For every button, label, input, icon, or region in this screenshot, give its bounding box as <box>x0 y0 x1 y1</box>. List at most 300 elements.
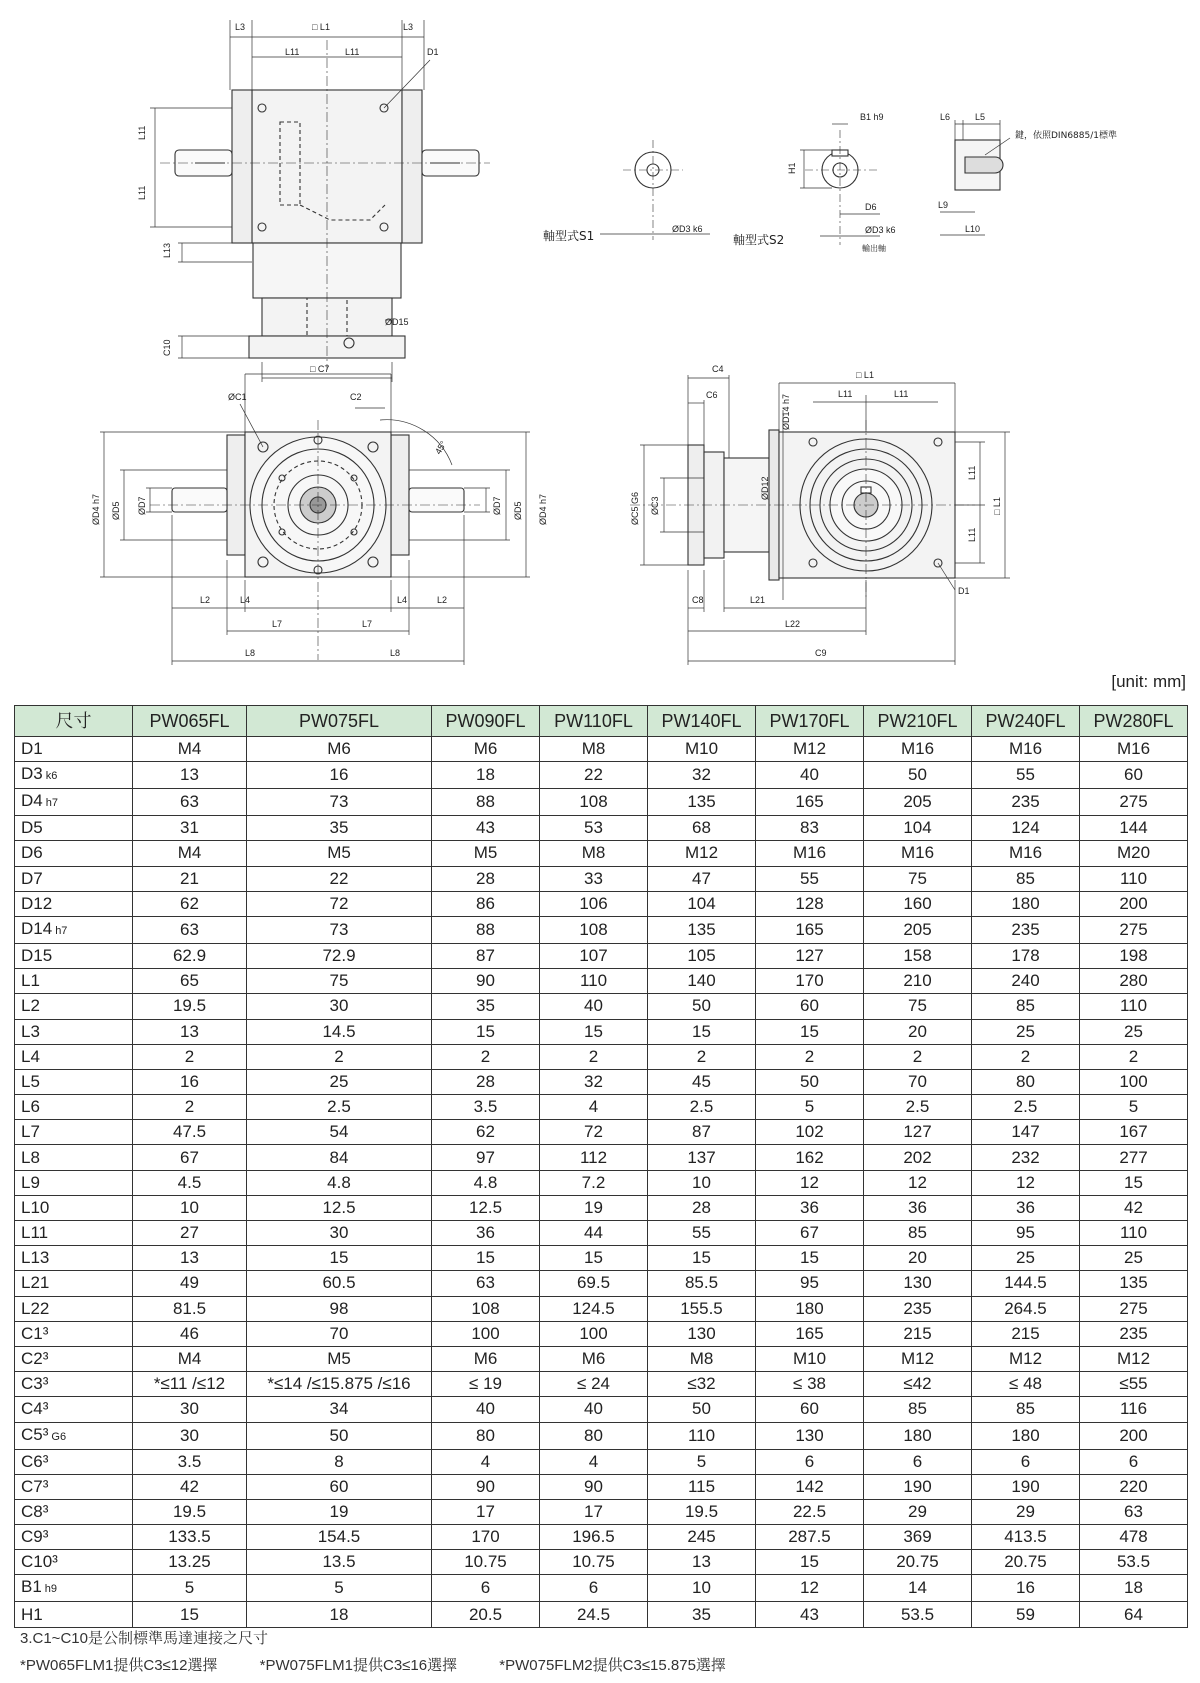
row-label-text: C7³ <box>21 1476 49 1496</box>
table-cell: 35 <box>648 1602 756 1627</box>
table-cell: 128 <box>756 891 864 916</box>
top-view <box>150 20 490 382</box>
table-cell: 15 <box>133 1602 247 1627</box>
dim-label: ØD5 <box>111 501 121 520</box>
table-cell: 165 <box>756 916 864 943</box>
table-cell: 85 <box>972 1397 1080 1422</box>
table-cell: 108 <box>432 1296 540 1321</box>
table-cell: 2 <box>133 1044 247 1069</box>
table-cell: M4 <box>133 841 247 866</box>
table-cell: 135 <box>648 789 756 816</box>
table-cell: 108 <box>540 789 648 816</box>
row-label-text: L5 <box>21 1071 40 1091</box>
dim-label: L11 <box>285 47 300 57</box>
table-row <box>15 866 1188 891</box>
dimension-table <box>14 705 1188 1628</box>
table-cell: 70 <box>864 1069 972 1094</box>
row-label <box>15 1321 133 1346</box>
unit-label: [unit: mm] <box>1111 672 1186 691</box>
table-cell: 65 <box>133 969 247 994</box>
table-cell: 85 <box>972 994 1080 1019</box>
dim-label: ØD3 k6 <box>865 225 896 235</box>
table-cell: 137 <box>648 1145 756 1170</box>
table-cell: 104 <box>864 816 972 841</box>
dim-label: L3 <box>235 22 246 32</box>
table-cell: 80 <box>540 1422 648 1449</box>
dim-label: D1 <box>427 47 439 57</box>
table-cell: 43 <box>756 1602 864 1627</box>
table-cell: 40 <box>432 1397 540 1422</box>
table-cell: 5 <box>247 1575 432 1602</box>
dim-label: L11 <box>967 465 977 480</box>
table-cell: 60.5 <box>247 1271 432 1296</box>
row-label <box>15 841 133 866</box>
table-cell: 81.5 <box>133 1296 247 1321</box>
table-cell: 87 <box>432 943 540 968</box>
table-cell: 235 <box>1080 1321 1188 1346</box>
table-cell: 88 <box>432 789 540 816</box>
table-cell: M16 <box>864 841 972 866</box>
table-cell: 25 <box>972 1246 1080 1271</box>
row-label <box>15 1044 133 1069</box>
dim-label: D6 <box>865 202 877 212</box>
row-label <box>15 943 133 968</box>
table-cell: 108 <box>540 916 648 943</box>
table-cell: 6 <box>864 1449 972 1474</box>
table-cell: 50 <box>247 1422 432 1449</box>
table-cell: 102 <box>756 1120 864 1145</box>
table-cell: 200 <box>1080 1422 1188 1449</box>
table-cell: 15 <box>540 1246 648 1271</box>
table-cell: 10 <box>648 1575 756 1602</box>
table-cell: M5 <box>432 841 540 866</box>
table-cell: 95 <box>972 1221 1080 1246</box>
table-cell: 70 <box>247 1321 432 1346</box>
table-cell: 46 <box>133 1321 247 1346</box>
row-label <box>15 916 133 943</box>
dim-label: L7 <box>272 619 283 629</box>
table-cell: *≤11 /≤12 <box>133 1372 247 1397</box>
table-cell: 62 <box>133 891 247 916</box>
row-label-text: C2³ <box>21 1349 49 1369</box>
table-cell: 25 <box>972 1019 1080 1044</box>
table-cell: 20.75 <box>972 1550 1080 1575</box>
table-cell: 190 <box>972 1474 1080 1499</box>
table-cell: 240 <box>972 969 1080 994</box>
table-cell: 155.5 <box>648 1296 756 1321</box>
table-cell: 4 <box>540 1449 648 1474</box>
table-cell: 75 <box>864 994 972 1019</box>
header-model: PW210FL <box>864 706 972 737</box>
table-row <box>15 1221 1188 1246</box>
table-cell: 127 <box>756 943 864 968</box>
table-cell: 15 <box>247 1246 432 1271</box>
table-cell: 210 <box>864 969 972 994</box>
note-item: *PW075FLM1提供C3≤16選擇 <box>259 1657 458 1674</box>
table-cell: 180 <box>972 891 1080 916</box>
table-cell: 220 <box>1080 1474 1188 1499</box>
table-cell: 42 <box>133 1474 247 1499</box>
table-cell: 110 <box>540 969 648 994</box>
table-cell: 18 <box>1080 1575 1188 1602</box>
table-cell: M16 <box>756 841 864 866</box>
table-cell: M4 <box>133 1346 247 1371</box>
row-label <box>15 1474 133 1499</box>
table-cell: 198 <box>1080 943 1188 968</box>
table-cell: 144 <box>1080 816 1188 841</box>
table-cell: 18 <box>432 762 540 789</box>
row-label <box>15 762 133 789</box>
table-cell: M6 <box>432 737 540 762</box>
table-cell: 25 <box>247 1069 432 1094</box>
table-cell: 2 <box>133 1095 247 1120</box>
table-cell: 50 <box>648 1397 756 1422</box>
row-label-text: D14 <box>21 918 53 938</box>
table-cell: 160 <box>864 891 972 916</box>
table-cell: 10 <box>648 1170 756 1195</box>
header-model: PW065FL <box>133 706 247 737</box>
row-label-text: L13 <box>21 1248 50 1268</box>
dim-label: L11 <box>838 389 853 399</box>
table-cell: 55 <box>756 866 864 891</box>
table-row <box>15 1449 1188 1474</box>
row-label-tolerance: G6 <box>51 1430 67 1443</box>
table-cell: 154.5 <box>247 1525 432 1550</box>
note-line-2 <box>20 1652 764 1679</box>
table-row <box>15 789 1188 816</box>
table-cell: 33 <box>540 866 648 891</box>
table-cell: 16 <box>247 762 432 789</box>
drawing-svg <box>0 0 1200 675</box>
table-cell: 130 <box>864 1271 972 1296</box>
row-label-text: C8³ <box>21 1501 49 1521</box>
table-cell: 6 <box>432 1575 540 1602</box>
table-cell: 10.75 <box>432 1550 540 1575</box>
table-cell: 15 <box>756 1550 864 1575</box>
table-cell: 2 <box>756 1044 864 1069</box>
table-cell: 36 <box>972 1195 1080 1220</box>
row-label-text: L8 <box>21 1147 40 1167</box>
table-cell: 13 <box>648 1550 756 1575</box>
header-model: PW240FL <box>972 706 1080 737</box>
dim-label: L11 <box>894 389 909 399</box>
table-cell: 62 <box>432 1120 540 1145</box>
technical-drawing <box>0 0 1200 675</box>
row-label-text: L9 <box>21 1172 40 1192</box>
dim-label: L8 <box>390 648 401 658</box>
table-cell: 16 <box>972 1575 1080 1602</box>
table-cell: 35 <box>247 816 432 841</box>
table-cell: 30 <box>133 1422 247 1449</box>
row-label-text: C1³ <box>21 1323 49 1343</box>
table-cell: 29 <box>864 1499 972 1524</box>
table-cell: 47 <box>648 866 756 891</box>
table-cell: 22.5 <box>756 1499 864 1524</box>
table-cell: 144.5 <box>972 1271 1080 1296</box>
dim-label: C2 <box>350 392 362 402</box>
table-cell: 44 <box>540 1221 648 1246</box>
table-cell: M16 <box>864 737 972 762</box>
table-cell: 2 <box>540 1044 648 1069</box>
row-label <box>15 1271 133 1296</box>
dim-label: ØD12 <box>760 476 770 500</box>
table-cell: 90 <box>540 1474 648 1499</box>
table-cell: 49 <box>133 1271 247 1296</box>
table-cell: 31 <box>133 816 247 841</box>
table-cell: 72 <box>540 1120 648 1145</box>
table-cell: 264.5 <box>972 1296 1080 1321</box>
table-cell: 53.5 <box>864 1602 972 1627</box>
table-row <box>15 1474 1188 1499</box>
row-label <box>15 1449 133 1474</box>
table-cell: 110 <box>648 1422 756 1449</box>
table-cell: 15 <box>648 1019 756 1044</box>
table-row <box>15 1321 1188 1346</box>
dim-label: L11 <box>967 527 977 542</box>
row-label <box>15 1195 133 1220</box>
table-cell: 19 <box>247 1499 432 1524</box>
table-cell: 130 <box>756 1422 864 1449</box>
dim-label: L3 <box>403 22 414 32</box>
row-label <box>15 1346 133 1371</box>
table-row <box>15 1372 1188 1397</box>
table-cell: 22 <box>540 762 648 789</box>
table-cell: 3.5 <box>432 1095 540 1120</box>
table-cell: 232 <box>972 1145 1080 1170</box>
table-cell: 97 <box>432 1145 540 1170</box>
table-cell: 21 <box>133 866 247 891</box>
row-label-text: L1 <box>21 971 40 991</box>
table-cell: 235 <box>864 1296 972 1321</box>
table-row <box>15 916 1188 943</box>
table-cell: 84 <box>247 1145 432 1170</box>
row-label-text: D7 <box>21 868 43 888</box>
table-cell: 20 <box>864 1246 972 1271</box>
table-cell: 2.5 <box>972 1095 1080 1120</box>
table-cell: 2.5 <box>247 1095 432 1120</box>
table-cell: M8 <box>540 737 648 762</box>
table-cell: M12 <box>648 841 756 866</box>
table-cell: 87 <box>648 1120 756 1145</box>
dim-label: L7 <box>362 619 373 629</box>
table-cell: 24.5 <box>540 1602 648 1627</box>
table-cell: 162 <box>756 1145 864 1170</box>
table-cell: 112 <box>540 1145 648 1170</box>
row-label <box>15 816 133 841</box>
dim-label: L10 <box>965 224 981 234</box>
row-label <box>15 1499 133 1524</box>
dim-label: L8 <box>245 648 256 658</box>
table-cell: 83 <box>756 816 864 841</box>
table-cell: 40 <box>756 762 864 789</box>
table-cell: 130 <box>648 1321 756 1346</box>
table-cell: 15 <box>1080 1170 1188 1195</box>
dim-label: ØD7 <box>137 496 147 515</box>
table-cell: ≤ 19 <box>432 1372 540 1397</box>
table-row <box>15 994 1188 1019</box>
table-cell: 80 <box>972 1069 1080 1094</box>
table-cell: 2 <box>432 1044 540 1069</box>
table-cell: 235 <box>972 789 1080 816</box>
table-cell: 88 <box>432 916 540 943</box>
shaft-s1-label: 軸型式S1 <box>543 229 595 243</box>
table-cell: 63 <box>133 789 247 816</box>
table-cell: 12 <box>972 1170 1080 1195</box>
key-note: 鍵，依照DIN6885/1標準 <box>1015 131 1117 141</box>
table-cell: 30 <box>133 1397 247 1422</box>
row-label <box>15 866 133 891</box>
table-cell: 17 <box>540 1499 648 1524</box>
table-cell: 55 <box>648 1221 756 1246</box>
table-cell: 28 <box>432 866 540 891</box>
table-cell: 15 <box>540 1019 648 1044</box>
table-row <box>15 943 1188 968</box>
table-cell: 115 <box>648 1474 756 1499</box>
table-cell: 180 <box>756 1296 864 1321</box>
dim-label: ØD14 h7 <box>781 393 791 430</box>
table-cell: 12.5 <box>432 1195 540 1220</box>
table-cell: 202 <box>864 1145 972 1170</box>
table-cell: 63 <box>133 916 247 943</box>
dim-label: ØC3 <box>650 496 660 515</box>
dim-label: L11 <box>137 185 147 200</box>
table-cell: 2 <box>1080 1044 1188 1069</box>
row-label <box>15 1246 133 1271</box>
table-cell: M8 <box>648 1346 756 1371</box>
row-label-text: H1 <box>21 1604 43 1624</box>
table-cell: 36 <box>756 1195 864 1220</box>
note-line-1: 3.C1~C10是公制標準馬達連接之尺寸 <box>20 1630 268 1647</box>
side-view <box>630 375 1010 665</box>
table-row <box>15 1397 1188 1422</box>
table-cell: 7.2 <box>540 1170 648 1195</box>
table-row <box>15 1525 1188 1550</box>
table-cell: 60 <box>756 1397 864 1422</box>
table-cell: M6 <box>247 737 432 762</box>
table-cell: 5 <box>648 1449 756 1474</box>
row-label <box>15 1170 133 1195</box>
dim-label: L11 <box>345 47 360 57</box>
table-cell: 100 <box>540 1321 648 1346</box>
table-row <box>15 1195 1188 1220</box>
table-cell: 30 <box>247 1221 432 1246</box>
row-label-text: L22 <box>21 1298 50 1318</box>
table-cell: 64 <box>1080 1602 1188 1627</box>
table-cell: 104 <box>648 891 756 916</box>
table-cell: 205 <box>864 916 972 943</box>
row-label-tolerance: h7 <box>55 924 68 937</box>
table-cell: 106 <box>540 891 648 916</box>
table-cell: 18 <box>247 1602 432 1627</box>
dim-label: ØD4 h7 <box>538 493 548 525</box>
dim-label: L22 <box>785 619 801 629</box>
table-cell: 6 <box>756 1449 864 1474</box>
table-cell: 6 <box>540 1575 648 1602</box>
dim-label: □ L1 <box>312 22 330 32</box>
note-item: *PW075FLM2提供C3≤15.875選擇 <box>499 1657 726 1674</box>
row-label <box>15 994 133 1019</box>
table-cell: 15 <box>432 1019 540 1044</box>
dim-label: ØD15 <box>385 317 409 327</box>
row-label-text: B1 <box>21 1577 42 1597</box>
table-cell: 127 <box>864 1120 972 1145</box>
dim-label: ØD5 <box>513 501 523 520</box>
row-label-text: C4³ <box>21 1399 49 1419</box>
table-cell: 180 <box>864 1422 972 1449</box>
table-row <box>15 1044 1188 1069</box>
table-cell: 107 <box>540 943 648 968</box>
table-cell: 85.5 <box>648 1271 756 1296</box>
table-cell: 90 <box>432 1474 540 1499</box>
table-cell: 75 <box>864 866 972 891</box>
table-cell: 90 <box>432 969 540 994</box>
table-cell: 36 <box>864 1195 972 1220</box>
table-cell: 2 <box>972 1044 1080 1069</box>
dim-label: L13 <box>162 242 172 258</box>
table-cell: M12 <box>864 1346 972 1371</box>
table-row <box>15 816 1188 841</box>
dim-label: ØC1 <box>228 392 247 402</box>
table-cell: 6 <box>972 1449 1080 1474</box>
table-cell: 190 <box>864 1474 972 1499</box>
header-model: PW075FL <box>247 706 432 737</box>
dim-label: ØD3 k6 <box>672 224 703 234</box>
table-cell: ≤32 <box>648 1372 756 1397</box>
table-cell: 32 <box>540 1069 648 1094</box>
table-cell: ≤55 <box>1080 1372 1188 1397</box>
table-cell: 63 <box>432 1271 540 1296</box>
table-cell: M16 <box>972 841 1080 866</box>
table-row <box>15 1575 1188 1602</box>
note-item: *PW065FLM1提供C3≤12選擇 <box>20 1657 218 1674</box>
table-cell: 5 <box>133 1575 247 1602</box>
table-cell: 280 <box>1080 969 1188 994</box>
table-cell: 12 <box>756 1575 864 1602</box>
table-cell: 133.5 <box>133 1525 247 1550</box>
table-cell: 124.5 <box>540 1296 648 1321</box>
table-cell: 59 <box>972 1602 1080 1627</box>
row-label-text: C5³ <box>21 1424 49 1444</box>
table-cell: M20 <box>1080 841 1188 866</box>
table-cell: 105 <box>648 943 756 968</box>
table-cell: 53 <box>540 816 648 841</box>
table-cell: 116 <box>1080 1397 1188 1422</box>
table-cell: 165 <box>756 1321 864 1346</box>
row-label <box>15 1019 133 1044</box>
table-cell: 98 <box>247 1296 432 1321</box>
table-cell: 72.9 <box>247 943 432 968</box>
table-cell: 13 <box>133 1246 247 1271</box>
table-cell: 85 <box>864 1397 972 1422</box>
table-cell: 275 <box>1080 916 1188 943</box>
table-cell: 4.5 <box>133 1170 247 1195</box>
dim-label: L6 <box>940 112 951 122</box>
row-label <box>15 1296 133 1321</box>
table-cell: 85 <box>864 1221 972 1246</box>
table-cell: 15 <box>648 1246 756 1271</box>
table-cell: 62.9 <box>133 943 247 968</box>
header-model: PW140FL <box>648 706 756 737</box>
row-label <box>15 737 133 762</box>
row-label-text: L4 <box>21 1046 40 1066</box>
row-label-text: D6 <box>21 843 43 863</box>
table-cell: 180 <box>972 1422 1080 1449</box>
row-label-tolerance: k6 <box>45 770 58 783</box>
dim-label: C4 <box>712 364 724 374</box>
table-cell: 170 <box>756 969 864 994</box>
table-cell: 142 <box>756 1474 864 1499</box>
table-cell: 36 <box>432 1221 540 1246</box>
